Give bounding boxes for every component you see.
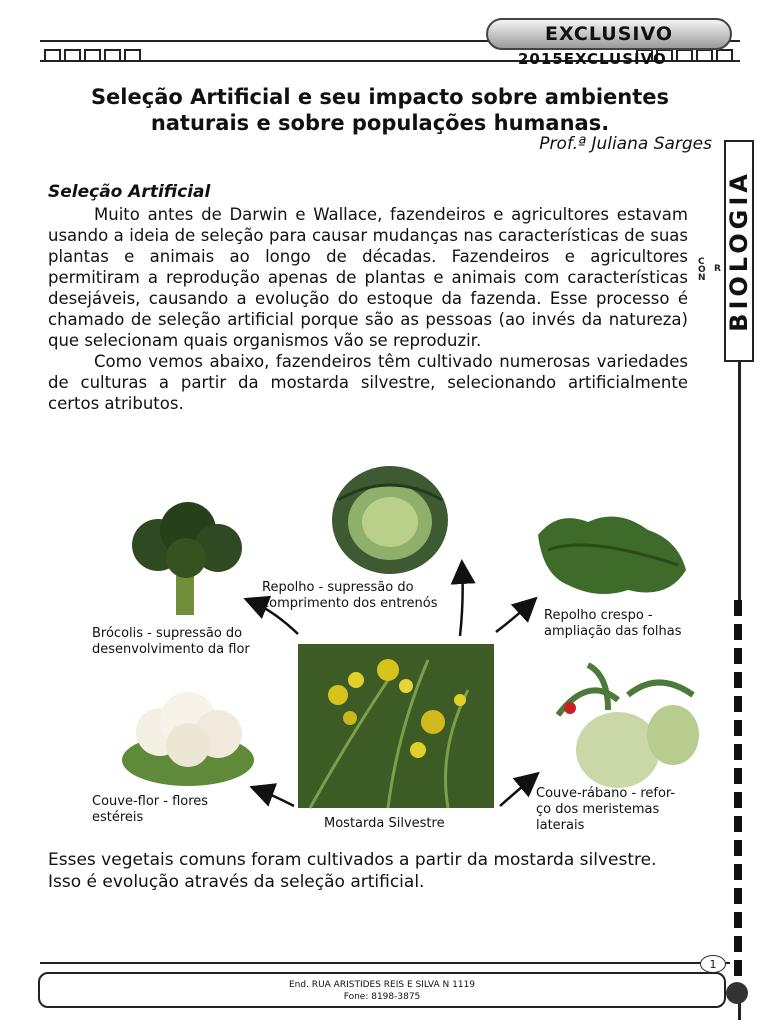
kale-image — [538, 517, 686, 594]
title-line-1: Seleção Artificial e seu impacto sobre ambientes — [90, 85, 670, 109]
kohlrabi-caption-line-3: laterais — [536, 818, 585, 833]
side-small-letters-right: R — [714, 264, 721, 274]
page-title — [40, 84, 720, 136]
kohlrabi-caption-line-2: ço dos meristemas — [536, 802, 660, 817]
footer-address: End. RUA ARISTIDES REIS E SILVA N 1119 — [288, 980, 475, 990]
mustard-photo — [298, 644, 494, 808]
kale-caption-line-1: Repolho crespo - — [544, 608, 653, 623]
section-heading: Seleção Artificial — [48, 182, 211, 202]
cauliflower-caption-line-1: Couve-flor - flores — [92, 794, 209, 809]
kohlrabi-image — [558, 665, 699, 788]
broccoli-caption-line-2: desenvolvimento da flor — [92, 642, 250, 657]
closing-paragraph: Esses vegetais comuns foram cultivados a partir da mostarda silvestre. Isso é evolução através da seleção artificial. — [48, 850, 657, 892]
cauliflower-caption-line-2: estéreis — [92, 810, 144, 825]
cauliflower-caption — [92, 794, 208, 826]
broccoli-image — [132, 502, 242, 615]
exclusivo-badge: EXCLUSIVO — [486, 18, 732, 50]
broccoli-caption-line-1: Brócolis - supressão do — [92, 626, 243, 641]
title-line-2: naturais e sobre populações humanas. — [150, 111, 610, 135]
cabbage-caption — [262, 580, 438, 612]
cabbage-caption-line-2: comprimento dos entrenós — [262, 596, 438, 611]
footer-box — [38, 972, 726, 1008]
subject-tab — [724, 140, 754, 362]
selection-figure — [88, 460, 712, 836]
footer-rule — [40, 962, 730, 964]
header-box-strip-left — [44, 49, 141, 62]
cabbage-caption-line-1: Repolho - supressão do — [262, 580, 414, 595]
body-text — [48, 204, 688, 414]
footer-phone: Fone: 8198-3875 — [343, 992, 421, 1002]
page-number: 1 — [700, 955, 726, 973]
paragraph-2: Como vemos abaixo, fazendeiros têm cultivado numerosas variedades de culturas a partir da mostarda silvestre, selecionando artificialmente certos atributos. — [48, 352, 688, 413]
kale-caption — [544, 608, 682, 640]
kohlrabi-caption-line-1: Couve-rábano - refor- — [536, 786, 676, 801]
kohlrabi-caption — [536, 786, 675, 834]
paragraph-1: Muito antes de Darwin e Wallace, fazendeiros e agricultores estavam usando a ideia de seleção para causar mudanças nas características de suas plantas e animais ao longo de décadas. Fazendeiros e agricultores permitiram a reprodução apenas de plantas e animais com características desejáveis, causando a evolução do estoque da fazenda. Esse processo é chamado de seleção artificial porque são as pessoas (ao invés da natureza) que selecionam quais organismos vão se reproduzir. — [48, 205, 688, 350]
subject-label: BIOLOGIA — [725, 170, 754, 332]
cabbage-image — [332, 466, 448, 574]
cauliflower-image — [122, 692, 254, 786]
kale-caption-line-2: ampliação das folhas — [544, 624, 682, 639]
footer-dot — [726, 982, 748, 1004]
side-dash-rail — [734, 600, 742, 990]
broccoli-caption — [92, 626, 250, 658]
side-small-letters-left: CO N — [698, 257, 706, 283]
mustard-caption: Mostarda Silvestre — [324, 816, 445, 831]
author: Prof.ª Juliana Sarges — [539, 134, 712, 154]
header-ghost-text: 2015EXCLUSIVO — [518, 50, 667, 68]
